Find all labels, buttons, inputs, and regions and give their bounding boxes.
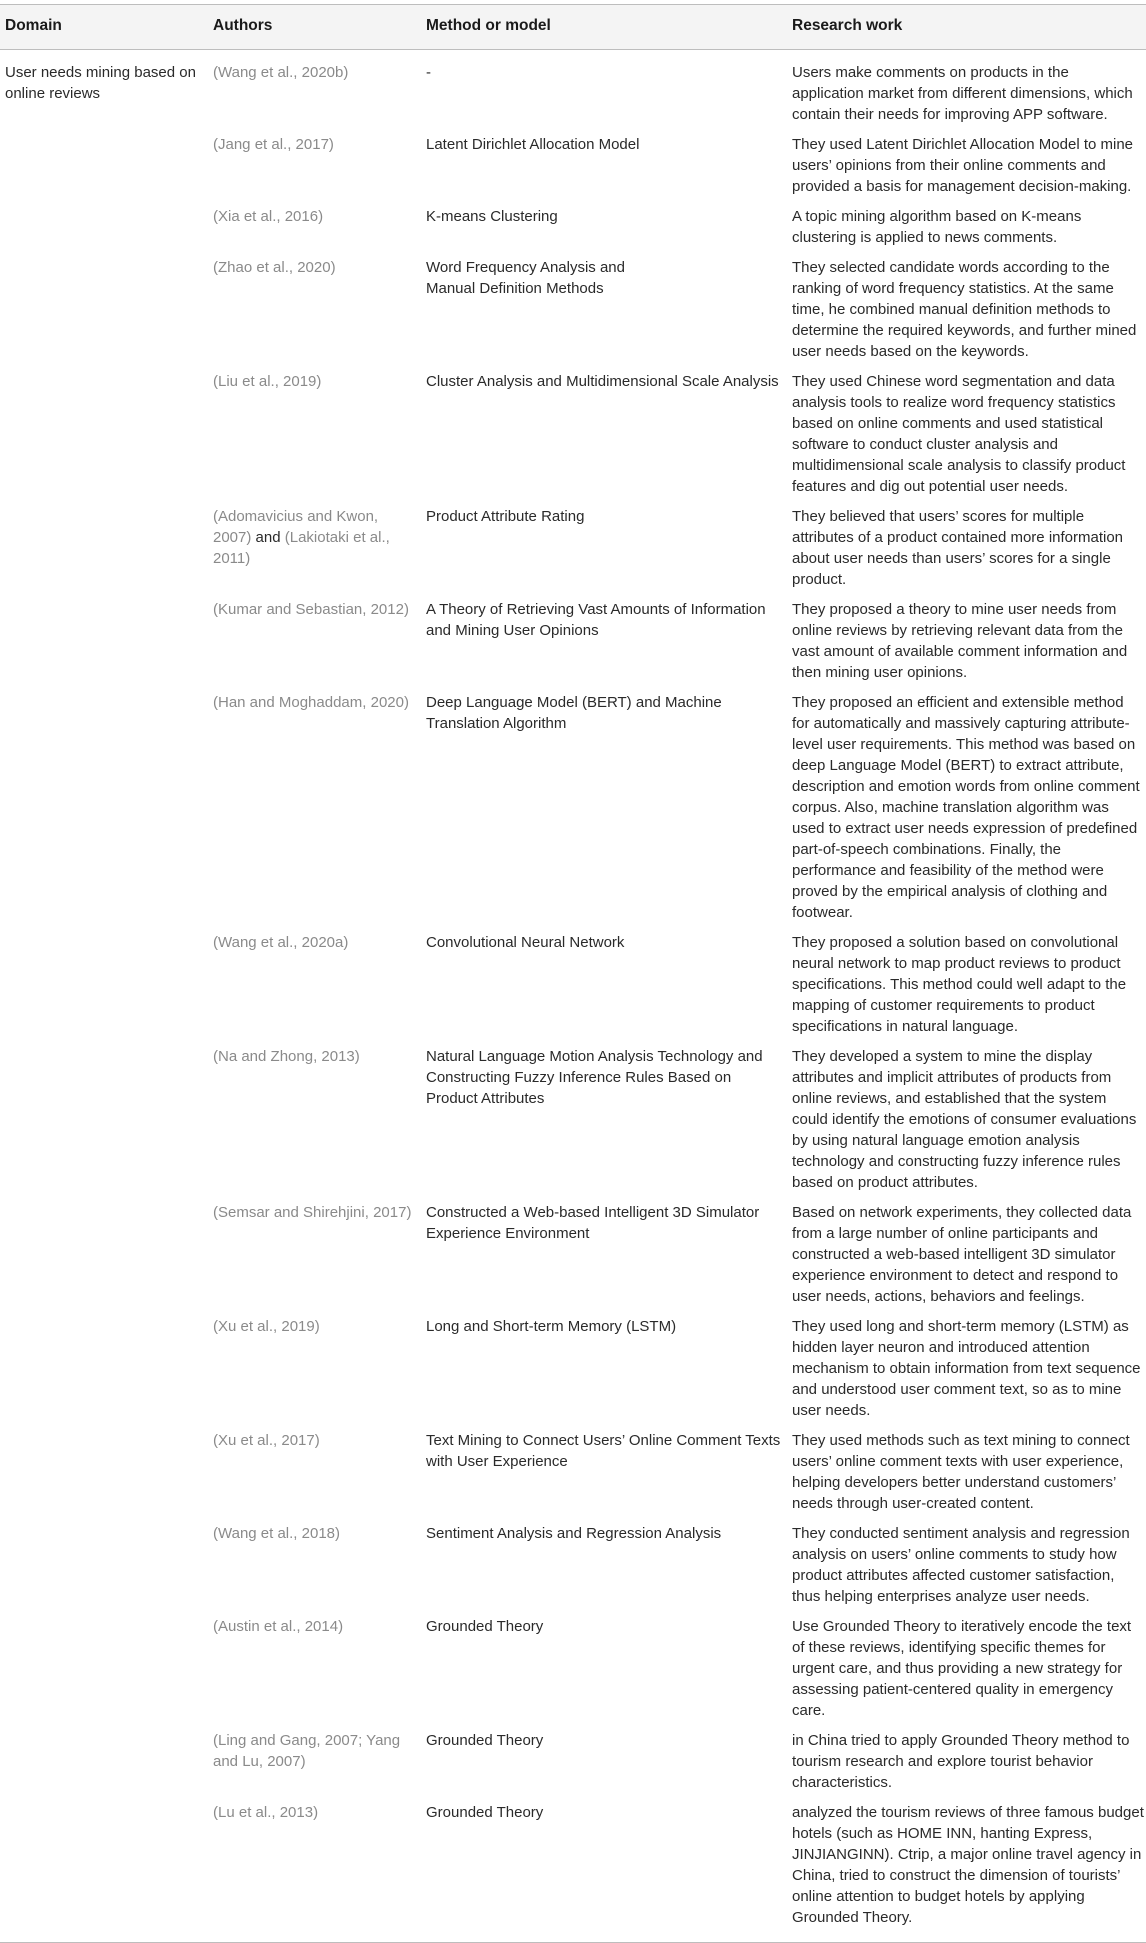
domain-cell xyxy=(0,506,210,599)
table-row xyxy=(0,1616,1146,1730)
authors-cell xyxy=(210,1523,423,1616)
citation-link[interactable]: (Semsar and Shirehjini, 2017) xyxy=(213,1204,412,1221)
research-work-cell: They used methods such as text mining to connect users’ online comment texts with user experience, helping developers better understand customers’ needs through user-created content. xyxy=(792,1432,1130,1512)
citation-link[interactable]: (Adomavicius and Kwon, 2007) xyxy=(213,508,379,546)
citation-link[interactable]: (Kumar and Sebastian, 2012) xyxy=(213,601,409,618)
table-row xyxy=(0,371,1146,506)
domain-cell: User needs mining based on online reviews xyxy=(5,64,196,102)
table-row xyxy=(0,1202,1146,1316)
method-cell: Constructed a Web-based Intelligent 3D Simulator Experience Environment xyxy=(426,1204,760,1242)
research-work-cell: They proposed a solution based on convolutional neural network to map product reviews to product specifications. This method could well adapt to the mapping of customer requirements to product specifications in natural language. xyxy=(792,934,1127,1035)
table-body xyxy=(0,50,1146,1943)
research-work-cell: They used long and short-term memory (LSTM) as hidden layer neuron and introduced attention mechanism to obtain information from text sequence and understood user comment text, so as to mine user needs. xyxy=(792,1318,1141,1419)
research-work-cell: They used Chinese word segmentation and data analysis tools to realize word frequency statistics based on online comments and used statistical software to conduct cluster analysis and multidimensional scale analysis to classify product features and dig out potential user needs. xyxy=(792,373,1126,495)
citation-link[interactable]: (Austin et al., 2014) xyxy=(213,1618,344,1635)
authors-cell xyxy=(210,257,423,371)
table-row xyxy=(0,1730,1146,1802)
table-row xyxy=(0,506,1146,599)
research-work-cell: Use Grounded Theory to iteratively encode the text of these reviews, identifying specific themes for urgent care, and thus providing a new strategy for assessing patient-centered quality in emergency care. xyxy=(792,1618,1132,1719)
method-cell: Product Attribute Rating xyxy=(426,508,585,525)
authors-cell xyxy=(210,1730,423,1802)
method-cell: Convolutional Neural Network xyxy=(426,934,625,951)
domain-cell xyxy=(0,1316,210,1430)
table-row xyxy=(0,1430,1146,1523)
authors-cell xyxy=(210,1616,423,1730)
citation-link[interactable]: (Na and Zhong, 2013) xyxy=(213,1048,360,1065)
method-cell: Natural Language Motion Analysis Technology and Constructing Fuzzy Inference Rules Based on Product Attributes xyxy=(426,1048,763,1107)
citation-link[interactable]: (Jang et al., 2017) xyxy=(213,136,334,153)
method-cell: A Theory of Retrieving Vast Amounts of Information and Mining User Opinions xyxy=(426,601,766,639)
domain-cell xyxy=(0,371,210,506)
domain-cell xyxy=(0,1802,210,1943)
table-row xyxy=(0,932,1146,1046)
table-row xyxy=(0,1802,1146,1943)
domain-cell xyxy=(0,1523,210,1616)
table-row xyxy=(0,206,1146,257)
table-header xyxy=(0,5,1146,50)
table-row xyxy=(0,1523,1146,1616)
method-cell: Text Mining to Connect Users’ Online Comment Texts with User Experience xyxy=(426,1432,781,1470)
method-cell: Deep Language Model (BERT) and Machine Translation Algorithm xyxy=(426,694,722,732)
authors-cell xyxy=(210,371,423,506)
research-work-cell: They proposed a theory to mine user needs from online reviews by retrieving relevant data from the vast amount of available comment information and then mining user opinions. xyxy=(792,601,1128,681)
table-row xyxy=(0,692,1146,932)
method-cell: Cluster Analysis and Multidimensional Scale Analysis xyxy=(426,373,779,390)
authors-text: and xyxy=(251,529,285,546)
research-work-cell: They conducted sentiment analysis and regression analysis on users’ online comments to study how product attributes affected customer satisfaction, thus helping enterprises analyze user needs. xyxy=(792,1525,1130,1605)
method-cell: Sentiment Analysis and Regression Analysis xyxy=(426,1525,722,1542)
method-cell: Latent Dirichlet Allocation Model xyxy=(426,136,640,153)
research-work-cell: They proposed an efficient and extensible method for automatically and massively capturing attribute-level user requirements. This method was based on deep Language Model (BERT) to extract attribute, description and emotion words from online comment corpus. Also, machine translation algorithm was used to extract user needs expression of predefined part-of-speech combinations. Finally, the performance and feasibility of the method were proved by the empirical analysis of clothing and footwear. xyxy=(792,694,1140,921)
citation-link[interactable]: (Han and Moghaddam, 2020) xyxy=(213,694,409,711)
research-work-cell: They selected candidate words according to the ranking of word frequency statistics. At the same time, he combined manual definition methods to determine the required keywords, and further mined user needs based on the keywords. xyxy=(792,259,1137,360)
method-cell: K-means Clustering xyxy=(426,208,558,225)
research-work-cell: A topic mining algorithm based on K-means clustering is applied to news comments. xyxy=(792,208,1082,246)
header-method: Method or model xyxy=(423,5,792,50)
authors-cell xyxy=(210,1430,423,1523)
header-row xyxy=(0,5,1146,50)
research-work-cell: in China tried to apply Grounded Theory method to tourism research and explore tourist behavior characteristics. xyxy=(792,1732,1130,1791)
citation-link[interactable]: (Xia et al., 2016) xyxy=(213,208,324,225)
header-domain: Domain xyxy=(0,5,210,50)
method-cell: Grounded Theory xyxy=(426,1732,544,1749)
citation-link[interactable]: (Zhao et al., 2020) xyxy=(213,259,336,276)
citation-link[interactable]: (Lakiotaki et al., 2011) xyxy=(213,529,390,567)
authors-cell xyxy=(210,206,423,257)
citation-link[interactable]: (Wang et al., 2020a) xyxy=(213,934,349,951)
citation-link[interactable]: (Xu et al., 2017) xyxy=(213,1432,320,1449)
citation-link[interactable]: (Xu et al., 2019) xyxy=(213,1318,320,1335)
authors-cell xyxy=(210,134,423,206)
authors-cell xyxy=(210,692,423,932)
domain-cell xyxy=(0,134,210,206)
method-cell: Word Frequency Analysis and Manual Definition Methods xyxy=(426,259,625,297)
authors-cell xyxy=(210,932,423,1046)
research-work-cell: analyzed the tourism reviews of three famous budget hotels (such as HOME INN, hanting Express, JINJIANGINN). Ctrip, a major online travel agency in China, tried to construct the dimension of tourists’ online attention to budget hotels by applying Grounded Theory. xyxy=(792,1802,1146,1943)
citation-link[interactable]: (Wang et al., 2020b) xyxy=(213,64,349,81)
table-row xyxy=(0,50,1146,135)
authors-cell xyxy=(210,1046,423,1202)
research-work-cell: Based on network experiments, they collected data from a large number of online participants and constructed a web-based intelligent 3D simulator experience environment to detect and respond to user needs, actions, behaviors and feelings. xyxy=(792,1204,1132,1305)
method-cell: - xyxy=(426,64,431,81)
research-work-cell: They believed that users’ scores for multiple attributes of a product contained more information about user needs than users’ scores for a single product. xyxy=(792,508,1124,588)
table-row xyxy=(0,1316,1146,1430)
domain-cell xyxy=(0,257,210,371)
research-work-cell: They used Latent Dirichlet Allocation Model to mine users’ opinions from their online comments and provided a basis for management decision-making. xyxy=(792,136,1134,195)
authors-cell xyxy=(210,50,423,135)
domain-cell xyxy=(0,1202,210,1316)
authors-cell xyxy=(210,506,423,599)
domain-cell xyxy=(0,206,210,257)
domain-cell xyxy=(0,932,210,1046)
method-cell: Grounded Theory xyxy=(423,1802,792,1943)
authors-cell xyxy=(210,1316,423,1430)
citation-link[interactable]: (Ling and Gang, 2007; Yang and Lu, 2007) xyxy=(213,1732,401,1770)
citation-link[interactable]: (Lu et al., 2013) xyxy=(213,1804,319,1821)
domain-cell xyxy=(0,692,210,932)
domain-cell xyxy=(0,599,210,692)
table-row xyxy=(0,1046,1146,1202)
research-work-cell: Users make comments on products in the application market from different dimensions, which contain their needs for improving APP software. xyxy=(792,64,1133,123)
authors-cell xyxy=(210,1802,423,1943)
citation-link[interactable]: (Wang et al., 2018) xyxy=(213,1525,341,1542)
table-row xyxy=(0,599,1146,692)
domain-cell xyxy=(0,1046,210,1202)
table-row xyxy=(0,134,1146,206)
citation-link[interactable]: (Liu et al., 2019) xyxy=(213,373,322,390)
domain-cell xyxy=(0,1730,210,1802)
header-authors: Authors xyxy=(210,5,423,50)
authors-cell xyxy=(210,599,423,692)
research-work-cell: They developed a system to mine the display attributes and implicit attributes of products from online reviews, and established that the system could identify the emotions of consumer evaluations by using natural language emotion analysis technology and constructing fuzzy inference rules based on product attributes. xyxy=(792,1048,1137,1191)
literature-table xyxy=(0,4,1146,1943)
domain-cell xyxy=(0,1430,210,1523)
table-row xyxy=(0,257,1146,371)
authors-cell xyxy=(210,1202,423,1316)
method-cell: Long and Short-term Memory (LSTM) xyxy=(426,1318,677,1335)
header-research-work: Research work xyxy=(792,5,1146,50)
method-cell: Grounded Theory xyxy=(426,1618,544,1635)
domain-cell xyxy=(0,1616,210,1730)
